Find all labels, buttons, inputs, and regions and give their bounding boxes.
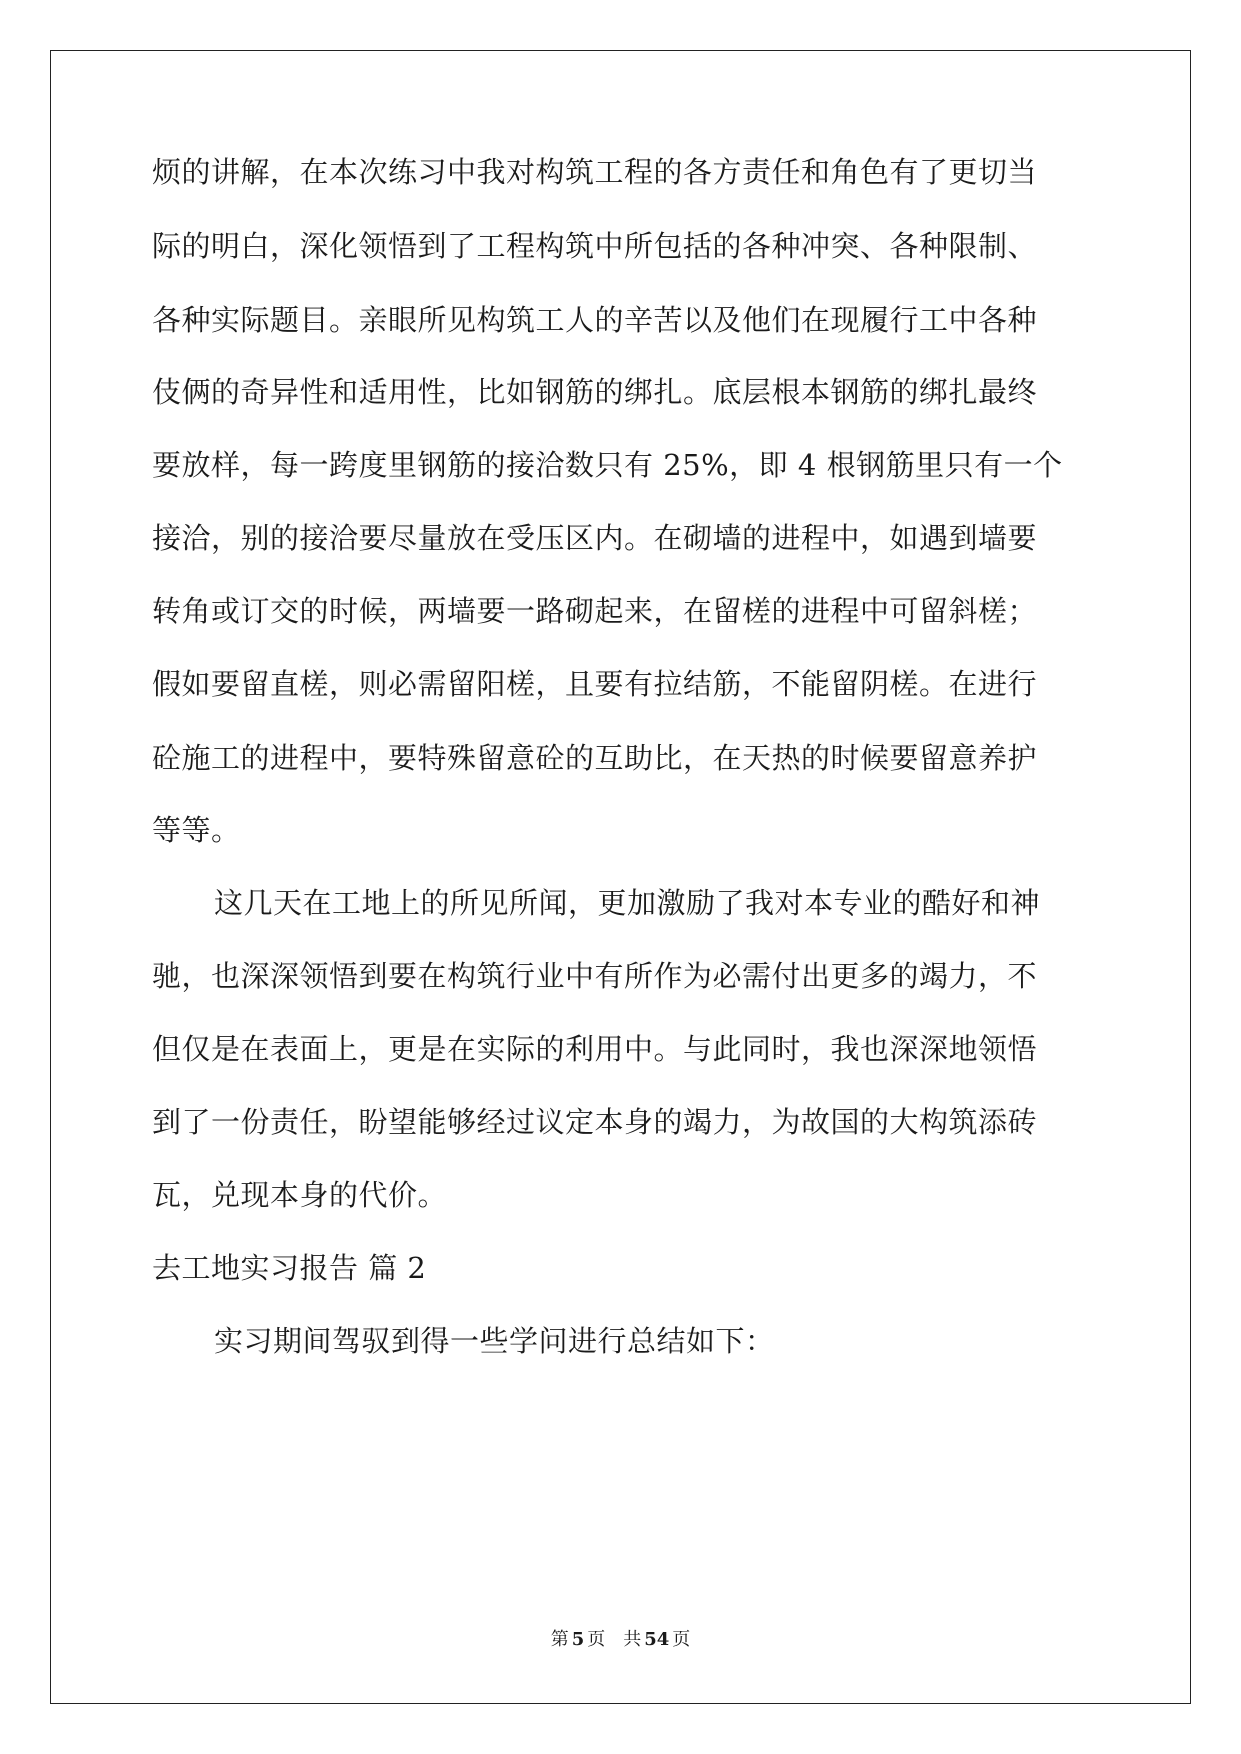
body-line: 要放样，每一跨度里钢筋的接洽数只有 25%，即 4 根钢筋里只有一个 (152, 448, 1063, 482)
body-line: 伎俩的奇异性和适用性，比如钢筋的绑扎。底层根本钢筋的绑扎最终 (152, 375, 1038, 409)
paragraph-first-line: 这几天在工地上的所见所闻，更加激励了我对本专业的酷好和神 (214, 886, 1041, 920)
body-line: 假如要留直槎，则必需留阳槎，且要有拉结筋，不能留阴槎。在进行 (152, 667, 1038, 701)
page-number: 5 (571, 1629, 585, 1650)
body-line: 到了一份责任，盼望能够经过议定本身的竭力，为故国的大构筑添砖 (152, 1105, 1038, 1139)
body-line: 转角或订交的时候，两墙要一路砌起来，在留槎的进程中可留斜槎； (152, 594, 1038, 628)
page-border (50, 50, 1191, 1704)
body-line: 瓦，兑现本身的代价。 (152, 1178, 448, 1212)
body-line: 砼施工的进程中，要特殊留意砼的互助比，在天热的时候要留意养护 (152, 741, 1038, 775)
page-prefix: 第 (550, 1629, 569, 1650)
total-suffix: 页 (672, 1629, 691, 1650)
body-line: 接洽，别的接洽要尽量放在受压区内。在砌墙的进程中，如遇到墙要 (152, 521, 1038, 555)
body-line: 烦的讲解，在本次练习中我对构筑工程的各方责任和角色有了更切当 (152, 155, 1038, 189)
total-pages: 54 (644, 1629, 670, 1650)
body-line: 驰，也深深领悟到要在构筑行业中有所作为必需付出更多的竭力，不 (152, 959, 1038, 993)
page-suffix: 页 (587, 1629, 606, 1650)
body-line: 各种实际题目。亲眼所见构筑工人的辛苦以及他们在现履行工中各种 (152, 303, 1038, 337)
section-heading: 去工地实习报告 篇 2 (152, 1251, 427, 1285)
body-line: 等等。 (152, 813, 241, 847)
total-prefix: 共 (623, 1629, 642, 1650)
page-footer (0, 1628, 1241, 1652)
body-line: 际的明白，深化领悟到了工程构筑中所包括的各种冲突、各种限制、 (152, 229, 1038, 263)
body-line: 但仅是在表面上，更是在实际的利用中。与此同时，我也深深地领悟 (152, 1032, 1038, 1066)
paragraph-first-line: 实习期间驾驭到得一些学问进行总结如下： (214, 1324, 775, 1358)
